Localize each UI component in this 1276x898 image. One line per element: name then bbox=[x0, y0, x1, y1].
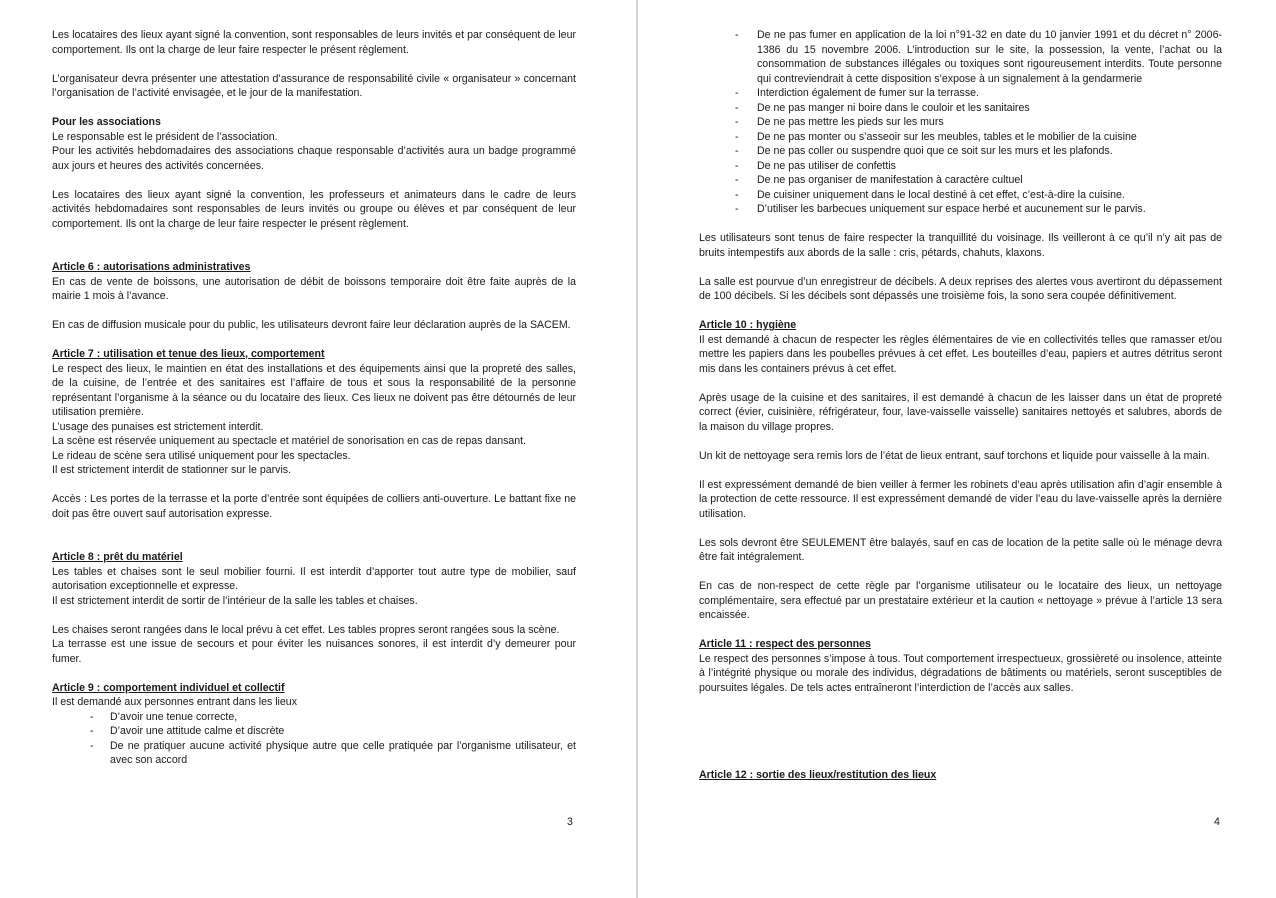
text-line: L’usage des punaises est strictement interdit. bbox=[52, 420, 264, 433]
document-page-3 bbox=[0, 0, 636, 898]
text-line: Il est demandé aux personnes entrant dans les lieux bbox=[52, 696, 297, 708]
list-item: - De ne pas organiser de manifestation à caractère cultuel bbox=[735, 173, 1222, 188]
page-number: 3 bbox=[567, 816, 573, 828]
article-9-list bbox=[52, 710, 576, 768]
paragraph: Pour les activités hebdomadaires des associations chaque responsable d’activités aura un badge programmé aux jours et heures des activités concernées. bbox=[52, 145, 576, 172]
page-4-content bbox=[699, 28, 1222, 782]
list-item: - De ne pas fumer en application de la loi n°91-32 en date du 10 janvier 1991 et du décret n° 2006-1386 du 15 novembre 2006. L’introduction sur le site, la possession, la vente, l’achat ou la consommation de substances illégales ou toxiques sont rigoureusement interdits. Toute personne qui contreviendrait à cette disposition s’expose à un signalement à la gendarmerie bbox=[735, 28, 1222, 86]
text-line: Il est strictement interdit de sortir de l’intérieur de la salle les tables et chaises. bbox=[52, 594, 418, 607]
list-item: - De ne pratiquer aucune activité physique autre que celle pratiquée par l’organisme utilisateur, et avec son accord bbox=[52, 739, 576, 768]
paragraph: Les locataires des lieux ayant signé la convention, sont responsables de leurs invités et par conséquent de leur comportement. Ils ont la charge de leur faire respecter le présent règlement. bbox=[52, 29, 576, 56]
text-line: La scène est réservée uniquement au spectacle et matériel de sonorisation en cas de repas dansant. bbox=[52, 435, 527, 447]
text-line: Le respect des lieux, le maintien en état des installations et des équipements ainsi que la propreté des salles, de la cuisine, de l’entrée et des sanitaires est l’affaire de tous et sous la responsabilité de la personne représentant l’organisme à la séance ou du locataire des lieux. Ces lieux ne doivent pas être détournés de leur utilisation première. bbox=[52, 362, 576, 418]
section-heading-associations: Pour les associations bbox=[52, 116, 161, 128]
list-item: - D’avoir une tenue correcte, bbox=[52, 710, 576, 725]
article-10-title: Article 10 : hygiène bbox=[699, 319, 797, 331]
article-9-title: Article 9 : comportement individuel et collectif bbox=[52, 681, 285, 694]
list-item: - De ne pas mettre les pieds sur les murs bbox=[735, 115, 1222, 130]
paragraph: Accès : Les portes de la terrasse et la porte d’entrée sont équipées de colliers anti-ouverture. Le battant fixe ne doit pas être ouvert sauf autorisation expresse. bbox=[52, 493, 576, 520]
paragraph: Les utilisateurs sont tenus de faire respecter la tranquillité du voisinage. Ils veilleront à ce qu’il n’y ait pas de bruits intempestifs aux abords de la salle : cris, pétards, chahuts, klaxons. bbox=[699, 232, 1222, 259]
text-line: La terrasse est une issue de secours et pour éviter les nuisances sonores, il est interdit d’y demeurer pour fumer. bbox=[52, 638, 576, 665]
text-line: Les tables et chaises sont le seul mobilier fourni. Il est interdit d’apporter tout autre type de mobilier, sauf autorisation exceptionnelle et expresse. bbox=[52, 565, 576, 592]
paragraph: Après usage de la cuisine et des sanitaires, il est demandé à chacun de les laisser dans un état de propreté correct (évier, cuisinière, réfrigérateur, four, lave-vaisselle vaisselle) sanitaires nettoyés et salubres, abords de la maison du village propres. bbox=[699, 391, 1222, 433]
paragraph: Un kit de nettoyage sera remis lors de l’état de lieux entrant, sauf torchons et liquide pour vaisselle à la main. bbox=[699, 449, 1210, 462]
article-7-title: Article 7 : utilisation et tenue des lieux, comportement bbox=[52, 348, 325, 360]
text-line: Il est strictement interdit de stationner sur le parvis. bbox=[52, 464, 292, 476]
text-line: Le responsable est le président de l’association. bbox=[52, 130, 278, 143]
text-line: Le rideau de scène sera utilisé uniquement pour les spectacles. bbox=[52, 449, 351, 462]
document-page-4 bbox=[638, 0, 1276, 898]
list-item: - De ne pas monter ou s’asseoir sur les meubles, tables et le mobilier de la cuisine bbox=[735, 130, 1222, 145]
paragraph: Il est demandé à chacun de respecter les règles élémentaires de vie en collectivités telles que ramasser et/ou mettre les papiers dans les poubelles prévues à cet effet. Les bouteilles d’eau, papiers et autres détritus seront mis dans les containers prévus à cet effet. bbox=[699, 333, 1222, 375]
page-number: 4 bbox=[1214, 816, 1220, 828]
paragraph: En cas de diffusion musicale pour du public, les utilisateurs devront faire leur déclaration auprès de la SACEM. bbox=[52, 319, 571, 331]
text-line: Les chaises seront rangées dans le local prévu à cet effet. Les tables propres seront rangées sous la scène. bbox=[52, 623, 560, 636]
list-item: - De ne pas utiliser de confettis bbox=[735, 159, 1222, 174]
paragraph: En cas de vente de boissons, une autorisation de débit de boissons temporaire doit être faite auprès de la mairie 1 mois à l’avance. bbox=[52, 275, 576, 302]
list-item: - De cuisiner uniquement dans le local destiné à cet effet, c’est-à-dire la cuisine. bbox=[735, 188, 1222, 203]
article-12-title: Article 12 : sortie des lieux/restitution des lieux bbox=[699, 768, 937, 781]
paragraph: Il est expressément demandé de bien veiller à fermer les robinets d’eau après utilisation afin d’agir ensemble à la protection de cette ressource. Il est expressément demandé de vider l’eau du lave-vaisselle après la dernière utilisation. bbox=[699, 478, 1222, 520]
paragraph: Les sols devront être SEULEMENT être balayés, sauf en cas de location de la petite salle où le ménage devra être fait intégralement. bbox=[699, 536, 1222, 563]
paragraph: Le respect des personnes s’impose à tous. Tout comportement irrespectueux, grossièreté ou insolence, atteinte à l’intégrité physique ou morale des individus, dégradations de bâtiments ou matériels, seront susceptibles de poursuites légales. De tels actes entraîneront l’interdiction de l’accès aux salles. bbox=[699, 652, 1222, 694]
list-item: - D’avoir une attitude calme et discrète bbox=[52, 724, 576, 739]
paragraph: En cas de non-respect de cette règle par l’organisme utilisateur ou le locataire des lieux, un nettoyage complémentaire, sera effectué par un prestataire extérieur et la caution « nettoyage » prévue à l’article 13 sera encaissée. bbox=[699, 580, 1222, 621]
list-item: - Interdiction également de fumer sur la terrasse. bbox=[735, 86, 1222, 101]
article-6-title: Article 6 : autorisations administratives bbox=[52, 261, 251, 273]
list-item: - De ne pas coller ou suspendre quoi que ce soit sur les murs et les plafonds. bbox=[735, 144, 1222, 159]
paragraph: Les locataires des lieux ayant signé la convention, les professeurs et animateurs dans le cadre de leurs activités hebdomadaires sont responsables de leurs invités ou groupe ou élèves et par conséquent de leur comportement. Ils ont la charge de leur faire respecter le présent règlement. bbox=[52, 188, 576, 230]
list-item: - De ne pas manger ni boire dans le couloir et les sanitaires bbox=[735, 101, 1222, 116]
paragraph: L’organisateur devra présenter une attestation d’assurance de responsabilité civile « organisateur » concernant l’organisation de l’activité envisagée, et le jour de la manifestation. bbox=[52, 72, 576, 99]
page-3-content bbox=[52, 28, 576, 768]
rules-list bbox=[735, 28, 1222, 217]
list-item: - D’utiliser les barbecues uniquement sur espace herbé et aucunement sur le parvis. bbox=[735, 202, 1222, 217]
article-11-title: Article 11 : respect des personnes bbox=[699, 638, 871, 650]
paragraph: La salle est pourvue d’un enregistreur de décibels. A deux reprises des alertes vous avertiront du dépassement de 100 décibels. Si les décibels sont dépassés une troisième fois, la sono sera coupée définitivement. bbox=[699, 275, 1222, 302]
article-8-title: Article 8 : prêt du matériel bbox=[52, 551, 183, 563]
